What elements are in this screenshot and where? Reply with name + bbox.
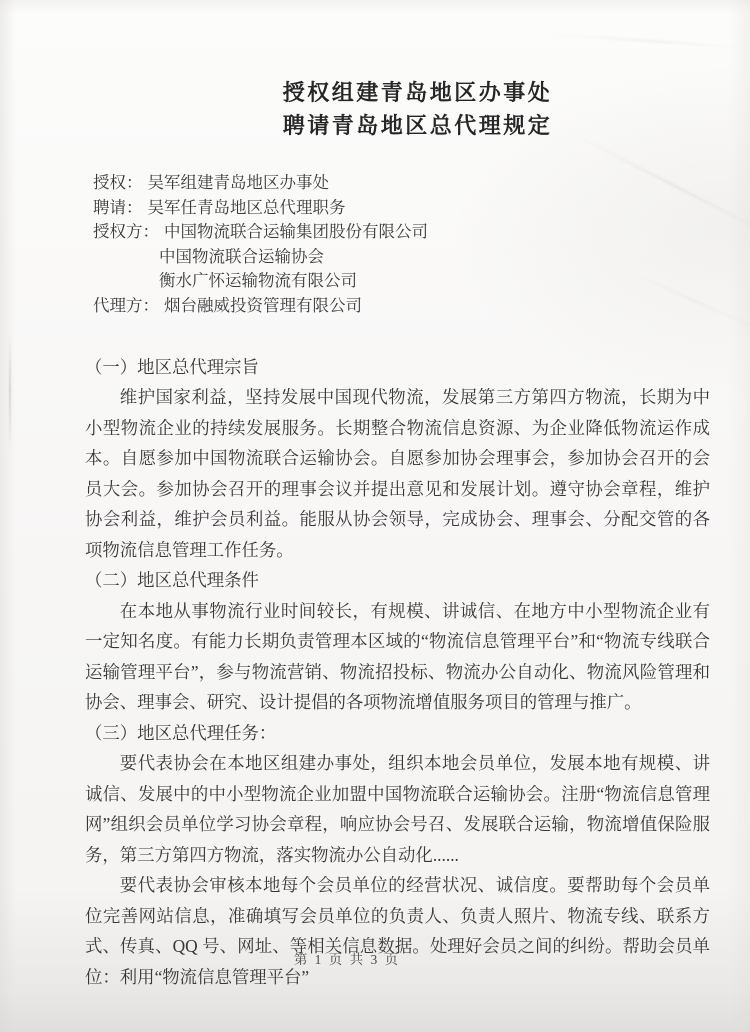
header-label: 授权方： — [93, 222, 159, 242]
section-2-paragraph: 在本地从事物流行业时间较长，有规模、讲诚信、在地方中小型物流企业有一定知名度。有能力长期负责管理本区域的“物流信息管理平台”和“物流专线联合运输管理平台”，参与物流营销、物流招投标、物流办公自动化、物流风险管理和协会、理事会、研究、设计提倡的各项物流增值服务项目的管理与推广。 — [85, 600, 710, 713]
header-value: 烟台融威投资管理有限公司 — [164, 295, 362, 315]
header-label: 授权： — [93, 173, 143, 192]
section-3-paragraph-2: 要代表协会审核本地每个会员单位的经营状况、诚信度。要帮助每个会员单位完善网站信息，准确填写会员单位的负责人、负责人照片、物流专线、联系方式、传真、QQ 号、网址、等相关信息数据。处理好会员之间的纠纷。帮助会员单位：利用“物流信息管理平台” — [85, 875, 710, 987]
document-header-block — [93, 171, 710, 319]
document-content — [85, 76, 710, 992]
header-line-authorizer-2 — [93, 245, 710, 270]
header-label: 代理方： — [93, 295, 159, 315]
document-body — [85, 352, 710, 993]
section-1-heading: （一）地区总代理宗旨 — [85, 356, 259, 377]
header-line-agent — [93, 294, 710, 319]
header-value: 吴军任青岛地区总代理职务 — [147, 197, 346, 217]
header-value: 衡水广怀运输物流有限公司 — [159, 271, 357, 291]
header-value: 中国物流联合运输协会 — [159, 246, 324, 266]
document-title — [85, 76, 710, 142]
section-2-heading: （二）地区总代理条件 — [85, 570, 259, 591]
header-line-appointment — [93, 196, 710, 221]
section-1-paragraph: 维护国家利益，坚持发展中国现代物流，发展第三方第四方物流，长期为中小型物流企业的持续发展服务。长期整合物流信息资源、为企业降低物流运作成本。自愿参加中国物流联合运输协会。自愿参加协会理事会，参加协会召开的会员大会。参加协会召开的理事会议并提出意见和发展计划。遵守协会章程，维护协会利益，维护会员利益。能服从协会领导，完成协会、理事会、分配交管的各项物流信息管理工作任务。 — [85, 387, 710, 560]
header-line-authorizer-1 — [93, 220, 710, 245]
page-number-footer: 第 1 页 共 3 页 — [293, 952, 401, 967]
header-value: 吴军组建青岛地区办事处 — [147, 173, 329, 192]
section-3-heading: （三）地区总代理任务： — [85, 722, 277, 743]
title-line-1: 授权组建青岛地区办事处 — [282, 80, 553, 105]
header-line-authorizer-3 — [93, 269, 710, 294]
header-line-authorization — [93, 171, 710, 196]
header-value: 中国物流联合运输集团股份有限公司 — [164, 222, 428, 242]
scan-crease-top-edge — [550, 33, 750, 49]
header-label: 聘请： — [93, 197, 143, 217]
title-line-2: 聘请青岛地区总代理规定 — [282, 113, 553, 138]
scan-edge-line-left — [9, 332, 11, 450]
section-3-paragraph-1: 要代表协会在本地区组建办事处，组织本地会员单位，发展本地有规模、讲诚信、发展中的中小型物流企业加盟中国物流联合运输协会。注册“物流信息管理网”组织会员单位学习协会章程，响应协会号召、发展联合运输，物流增值保险服务，第三方第四方物流，落实物流办公自动化...... — [85, 753, 710, 865]
